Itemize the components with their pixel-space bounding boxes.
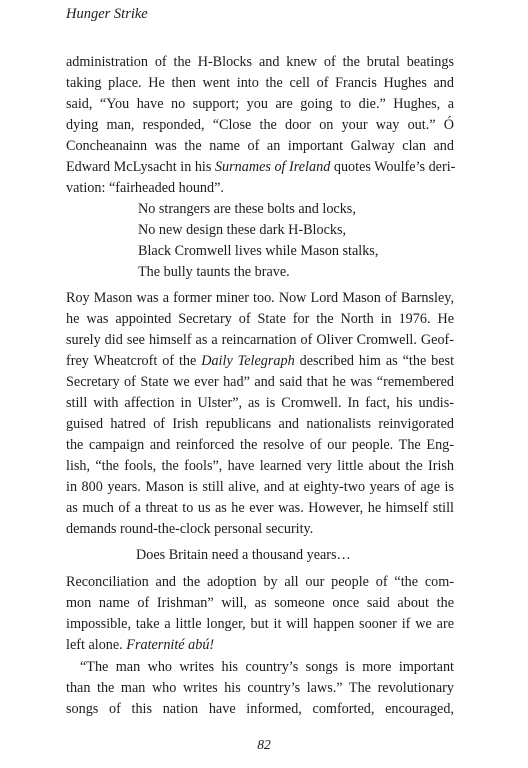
text-line: vation: “fairheaded hound”. (66, 180, 224, 196)
text-line: still with affection in Ulster”, as is Cromwell. In fact, his undis- (66, 395, 454, 411)
text-line: taking place. He then went into the cell of Francis Hughes and (66, 75, 454, 91)
verse-line: Black Cromwell lives while Mason stalks, (138, 243, 379, 259)
text-line: Reconciliation and the adoption by all our people of “the com- (66, 574, 454, 590)
text-line: dying man, responded, “Close the door on your way out.” Ó (66, 117, 454, 133)
verse-line: No strangers are these bolts and locks, (138, 201, 356, 217)
text-line: lish, “the fools, the fools”, have learned very little about the Irish (66, 458, 454, 474)
standalone-line: Does Britain need a thousand years… (136, 547, 351, 563)
text-line: administration of the H-Blocks and knew of the brutal beatings (66, 54, 454, 70)
newspaper-title: Daily Telegraph (201, 353, 295, 369)
page-number: 82 (257, 737, 271, 752)
text-line: Secretary of State we ever had” and said that he was “remembered (66, 374, 454, 390)
text-line: guised hatred of Irish republicans and nationalists reinvigorated (66, 416, 454, 432)
text-line: Concheanainn was the name of an important Galway clan and (66, 138, 454, 154)
text-line: the campaign and reinforced the resolve of our people. The Eng- (66, 437, 454, 453)
slogan: Fraternité abú! (126, 637, 215, 653)
text-line: demands round-the-clock personal security. (66, 521, 314, 537)
text-line: “The man who writes his country’s songs is more important (80, 659, 454, 675)
text-line: surely did see himself as a reincarnation of Oliver Cromwell. Geof- (66, 332, 454, 348)
text-line: Edward McLysacht in his Surnames of Ireland quotes Woulfe’s deri- (66, 159, 456, 175)
text-line: left alone. Fraternité abú! (66, 637, 215, 653)
text-line: as much of a threat to us as he ever was. However, he himself still (66, 500, 454, 516)
text-line: Roy Mason was a former miner too. Now Lord Mason of Barnsley, (66, 290, 454, 306)
text-line: songs of this nation have informed, comforted, encouraged, (66, 701, 454, 717)
running-header: Hunger Strike (66, 6, 148, 22)
text-line: frey Wheatcroft of the Daily Telegraph described him as “the best (66, 353, 455, 369)
text-line: in 800 years. Mason is still alive, and at eighty-two years of age is (66, 479, 454, 495)
verse-line: No new design these dark H-Blocks, (138, 222, 347, 238)
text-line: impossible, take a little longer, but it will happen sooner if we are (66, 616, 454, 632)
verse-line: The bully taunts the brave. (138, 264, 290, 280)
text-line: he was appointed Secretary of State for the North in 1976. He (66, 311, 454, 327)
text-line: mon name of Irishman” will, as someone once said about the (66, 595, 454, 611)
text-line: said, “You have no support; you are going to die.” Hughes, a (66, 96, 454, 112)
book-title: Surnames of Ireland (214, 159, 331, 175)
text-line: than the man who writes his country’s laws.” The revolutionary (66, 680, 454, 696)
